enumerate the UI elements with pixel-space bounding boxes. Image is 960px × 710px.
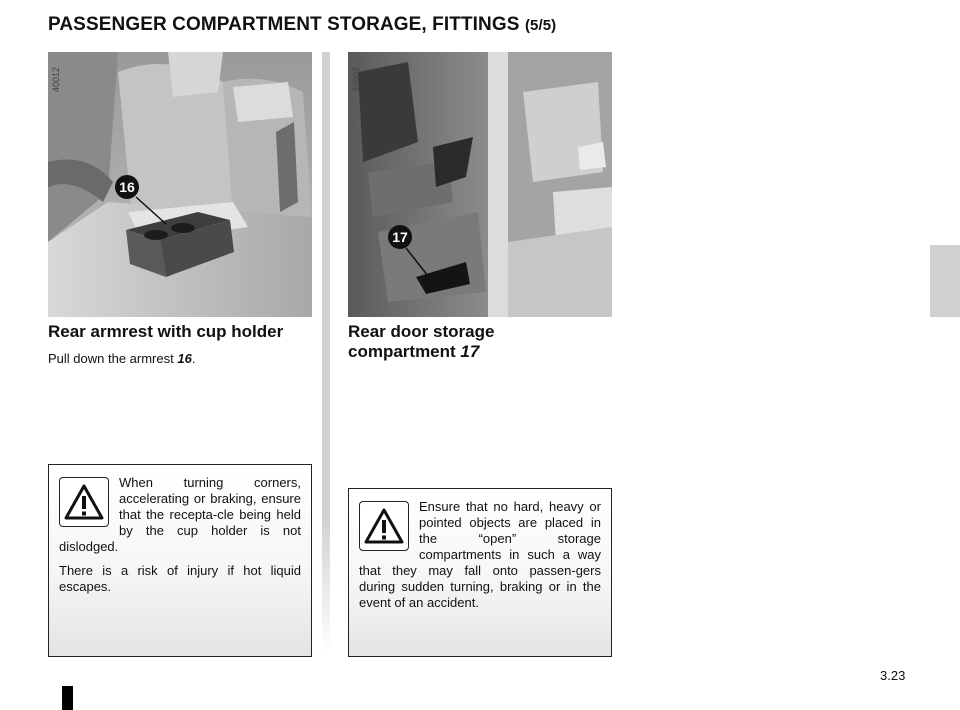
page-title: PASSENGER COMPARTMENT STORAGE, FITTINGS (5/5)	[48, 14, 557, 35]
page-marker	[62, 686, 73, 710]
door-storage-callout: 17	[392, 229, 408, 245]
armrest-photo	[48, 52, 312, 317]
door-storage-photo-id: 39992	[351, 66, 361, 92]
cup-holder-warning-risk: There is a risk of injury if hot liquid escapes.	[59, 563, 301, 594]
armrest-photo-id: 40012	[51, 66, 61, 92]
storage-warning-text: Ensure that no hard, heavy or pointed objects are placed in the “open” storage compartments in such a way that they may fall onto passen-gers during sudden turning, braking or in the event of an accident.	[359, 499, 601, 610]
door-storage-ref: 17	[460, 342, 480, 361]
armrest-ref: 16	[177, 351, 192, 366]
warning-triangle-icon	[59, 477, 109, 527]
storage-warning	[348, 488, 612, 657]
warning-triangle-icon	[359, 501, 409, 551]
cup-holder-warning-text: When turning corners, accelerating or braking, ensure that the recepta-cle being held by the cup holder is not dislodged.	[59, 475, 301, 554]
armrest-callout: 16	[119, 179, 135, 195]
cup-holder-warning	[48, 464, 312, 657]
door-storage-photo	[348, 52, 612, 317]
column-divider	[322, 52, 330, 652]
armrest-instruction: Pull down the armrest 16.	[48, 351, 196, 366]
armrest-heading: Rear armrest with cup holder	[48, 322, 284, 341]
section-tab	[930, 245, 960, 317]
page-number: 3.23	[880, 668, 906, 683]
door-storage-heading: Rear door storage compartment 17	[348, 322, 495, 361]
page-title-suffix: (5/5)	[524, 17, 557, 34]
